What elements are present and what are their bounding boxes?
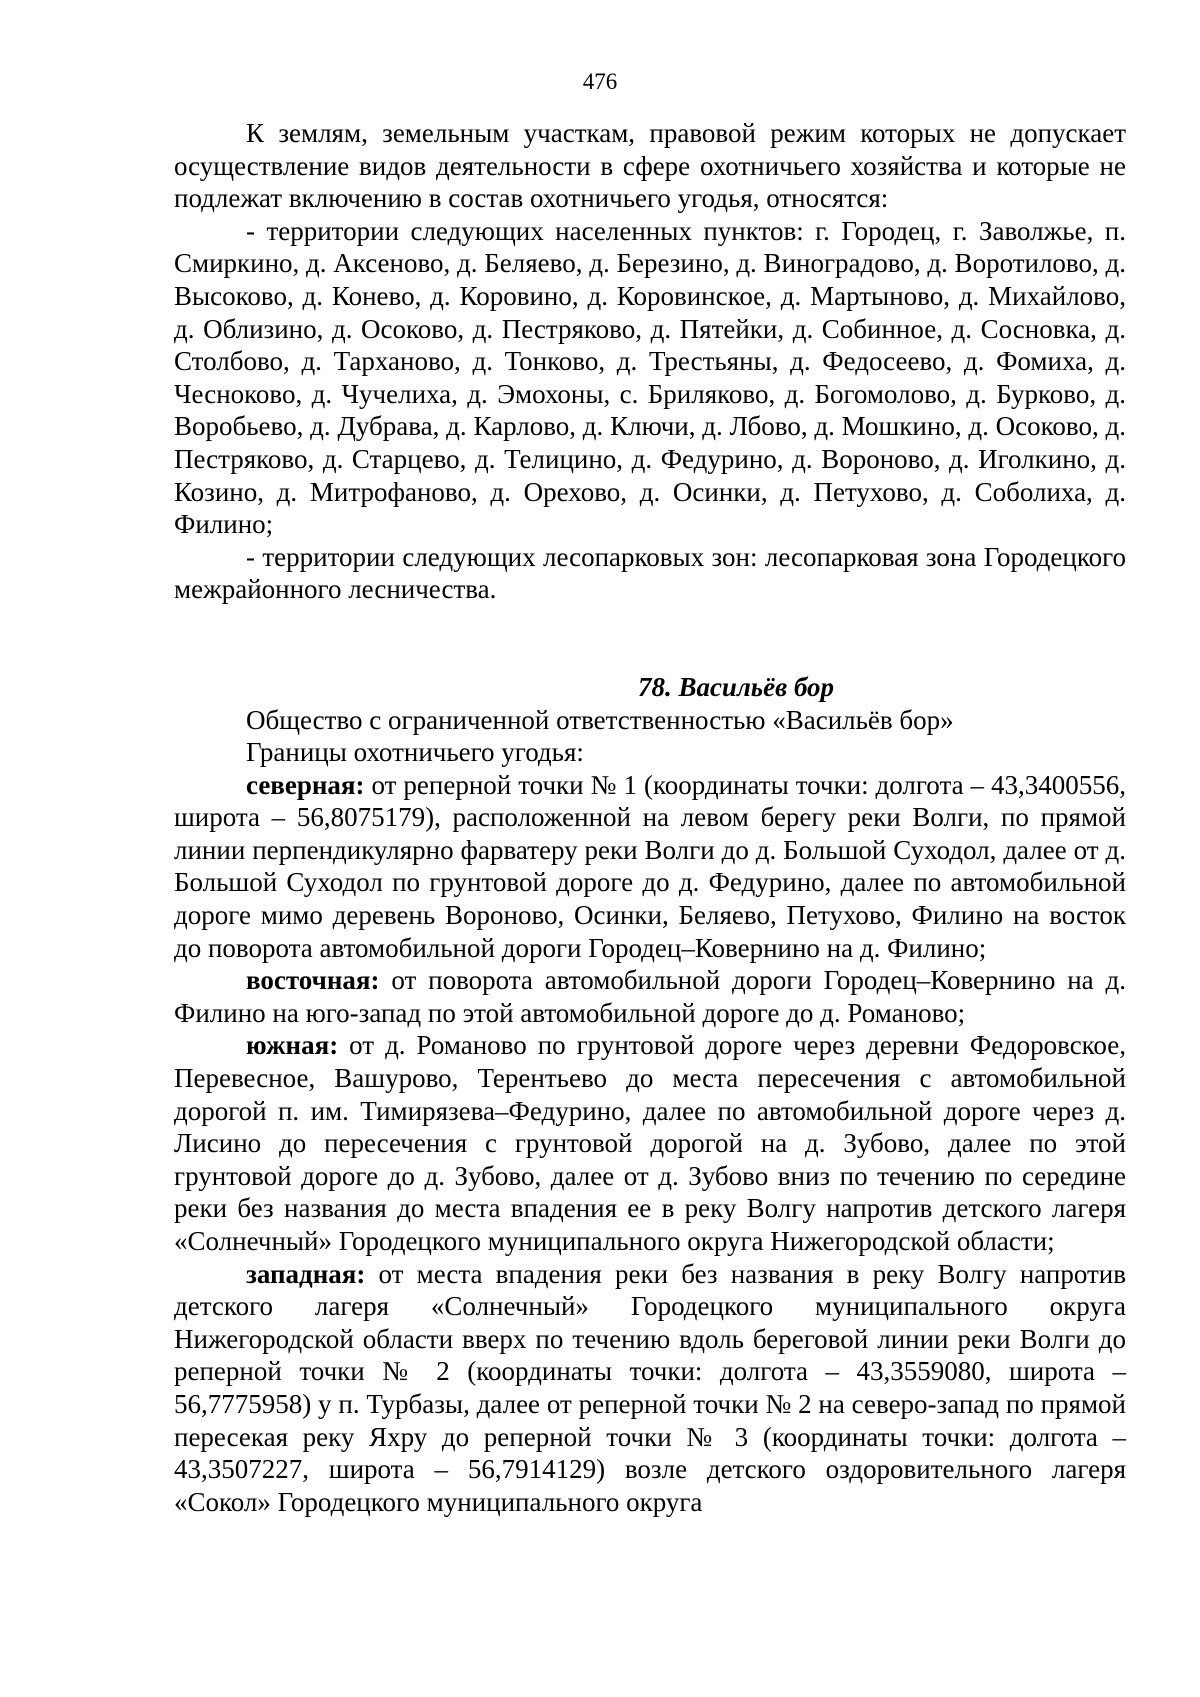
- boundary-north-text: от реперной точки № 1 (координаты точки: долгота – 43,3400556, широта – 56,8075179), расположенной на левом берегу реки Волги, по прямой линии перпендикулярно фарватеру реки Волги до д. Большой Суходол, далее от д. Большой Суходол по грунтовой дороге до д. Федурино, далее по автомобильной дороге мимо деревень Вороново, Осинки, Беляево, Петухово, Филино на восток до поворота автомобильной дороги Городец–Ковернино на д. Филино;: [174, 769, 1126, 963]
- page-number: 476: [582, 69, 618, 94]
- boundary-east-label: восточная:: [246, 965, 380, 996]
- organization-name: Общество с ограниченной ответственностью «Васильёв бор»: [246, 704, 954, 735]
- settlements-paragraph: - территории следующих населенных пунктов: г. Городец, г. Заволжье, п. Смиркино, д. Аксеново, д. Беляево, д. Березино, д. Виноградово, д. Воротилово, д. Высоково, д. Конево, д. Коровино, д. Коровинское, д. Мартыново, д. Михайлово, д. Облизино, д. Осоково, д. Пестряково, д. Пятейки, д. Собинное, д. Сосновка, д. Столбово, д. Тарханово, д. Тонково, д. Трестьяны, д. Федосеево, д. Фомиха, д. Чесноково, д. Чучелиха, д. Эмохоны, с. Бриляково, д. Богомолово, д. Бурково, д. Воробьево, д. Дубрава, д. Карлово, д. Ключи, д. Лбово, д. Мошкино, д. Осоково, д. Пестряково, д. Старцево, д. Телицино, д. Федурино, д. Вороново, д. Иголкино, д. Козино, д. Митрофаново, д. Орехово, д. Осинки, д. Петухово, д. Соболиха, д. Филино;: [174, 215, 1126, 540]
- boundary-west-label: западная:: [246, 1258, 366, 1289]
- boundary-south-label: южная:: [246, 1030, 339, 1061]
- boundary-north: [174, 769, 1126, 965]
- forest-zones-paragraph: - территории следующих лесопарковых зон: лесопарковая зона Городецкого межрайонного лесничества.: [174, 541, 1126, 605]
- intro-paragraph: К землям, земельным участкам, правовой режим которых не допускает осуществление видов деятельности в сфере охотничьего хозяйства и которые не подлежат включению в состав охотничьего угодья, относятся:: [174, 118, 1126, 214]
- boundary-west: [174, 1258, 1126, 1519]
- boundary-west-text: от места впадения реки без названия в реку Волгу напротив детского лагеря «Солнечный» Городецкого муниципального округа Нижегородской области вверх по течению вдоль береговой линии реки Волги до реперной точки № 2 (координаты точки: долгота – 43,3559080, широта – 56,7775958) у п. Турбазы, далее от реперной точки № 2 на северо-запад по прямой пересекая реку Яхру до реперной точки № 3 (координаты точки: долгота – 43,3507227, широта – 56,7914129) возле детского оздоровительного лагеря «Сокол» Городецкого муниципального округа: [174, 1258, 1126, 1517]
- section-spacer: [174, 606, 1126, 671]
- boundary-east-text: от поворота автомобильной дороги Городец–Ковернино на д. Филино на юго-запад по этой автомобильной дороге до д. Романово;: [174, 965, 1126, 1028]
- document-body: [174, 117, 1126, 1518]
- boundary-east: [174, 964, 1126, 1029]
- boundary-south-text: от д. Романово по грунтовой дороге через деревни Федоровское, Перевесное, Вашурово, Терентьево до места пересечения с автомобильной дорогой п. им. Тимирязева–Федурино, далее по автомобильной дороге через д. Лисино до пересечения с грунтовой дорогой на д. Зубово, далее по этой грунтовой дороге до д. Зубово, далее от д. Зубово вниз по течению по середине реки без названия до места впадения ее в реку Волгу напротив детского лагеря «Солнечный» Городецкого муниципального округа Нижегородской области;: [174, 1030, 1126, 1256]
- boundary-north-label: северная:: [246, 769, 365, 800]
- boundary-south: [174, 1029, 1126, 1257]
- boundaries-label: Границы охотничьего угодья:: [246, 737, 584, 768]
- section-title: 78. Васильёв бор: [637, 671, 835, 702]
